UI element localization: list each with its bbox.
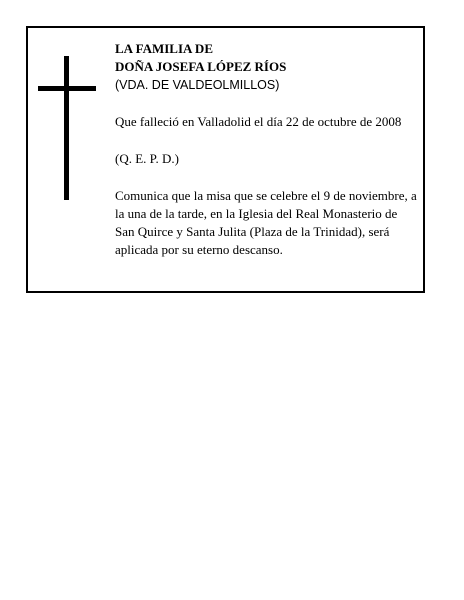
cross-horizontal-bar bbox=[38, 86, 96, 91]
rip-abbreviation: (Q. E. P. D.) bbox=[115, 151, 179, 166]
mass-announcement: Comunica que la misa que se celebre el 9 de noviembre, a la una de la tarde, en la Iglesia del Real Monasterio de San Quirce y Santa Julita (Plaza de la Trinidad), será aplicada por su eterno descanso. bbox=[115, 188, 417, 257]
deceased-name: DOÑA JOSEFA LÓPEZ RÍOS bbox=[115, 59, 287, 74]
death-statement: Que falleció en Valladolid el día 22 de octubre de 2008 bbox=[115, 114, 402, 129]
obituary-notice bbox=[26, 26, 425, 293]
widow-subheading: (VDA. DE VALDEOLMILLOS) bbox=[115, 78, 280, 92]
cross-icon bbox=[38, 56, 98, 200]
family-heading: LA FAMILIA DE bbox=[115, 41, 213, 56]
notice-text-block bbox=[115, 40, 420, 259]
cross-vertical-bar bbox=[64, 56, 69, 200]
